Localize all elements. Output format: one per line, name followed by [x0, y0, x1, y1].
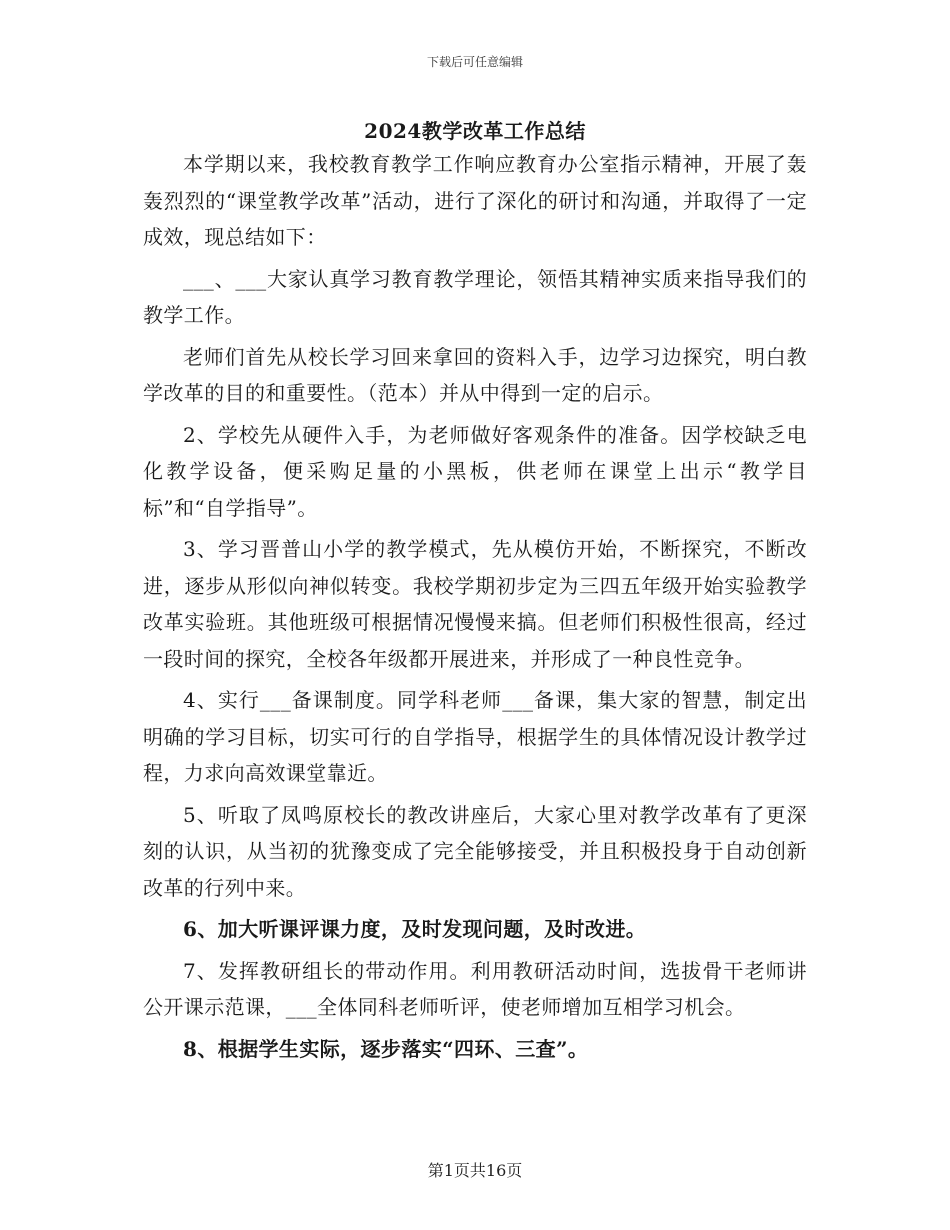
- page-number: 第1页共16页: [427, 1161, 523, 1180]
- paragraph-6-heading: 6、加大听课评课力度，及时发现问题，及时改进。: [183, 917, 647, 941]
- paragraph-8-heading: 8、根据学生实际，逐步落实“四环、三查”。: [183, 1036, 589, 1061]
- header-note: 下载后可任意编辑: [426, 55, 523, 69]
- document-body: [143, 146, 807, 1067]
- paragraph-5: 5、听取了凤鸣原校长的教改讲座后，大家心里对教学改革有了更深刻的认识，从当初的犹豫变成了完全能够接受，并且积极投身于自动创新改革的行列中来。: [143, 802, 807, 900]
- paragraph-1: ___、___大家认真学习教育教学理论，领悟其精神实质来指导我们的教学工作。: [143, 266, 807, 327]
- paragraph-7: 7、发挥教研组长的带动作用。利用教研活动时间，选拔骨干老师讲公开课示范课，___全体同科老师听评，使老师增加互相学习机会。: [143, 958, 807, 1019]
- paragraph-1-detail: 老师们首先从校长学习回来拿回的资料入手，边学习边探究，明白教学改革的目的和重要性。（范本）并从中得到一定的启示。: [143, 344, 807, 405]
- paragraph-intro: 本学期以来，我校教育教学工作响应教育办公室指示精神，开展了轰轰烈烈的“课堂教学改革”活动，进行了深化的研讨和沟通，并取得了一定成效，现总结如下：: [143, 152, 807, 249]
- document-title: 2024教学改革工作总结: [364, 119, 586, 143]
- paragraph-2: 2、学校先从硬件入手，为老师做好客观条件的准备。因学校缺乏电化教学设备，便采购足量的小黑板，供老师在课堂上出示“教学目标”和“自学指导”。: [143, 422, 807, 520]
- paragraph-4: 4、实行___备课制度。同学科老师___备课，集大家的智慧，制定出明确的学习目标，切实可行的自学指导，根据学生的具体情况设计教学过程，力求向高效课堂靠近。: [143, 688, 807, 785]
- paragraph-3: 3、学习晋普山小学的教学模式，先从模仿开始，不断探究，不断改进，逐步从形似向神似转变。我校学期初步定为三四五年级开始实验教学改革实验班。其他班级可根据情况慢慢来搞。但老师们积极性很高，经过一段时间的探究，全校各年级都开展进来，并形成了一种良性竞争。: [143, 537, 807, 671]
